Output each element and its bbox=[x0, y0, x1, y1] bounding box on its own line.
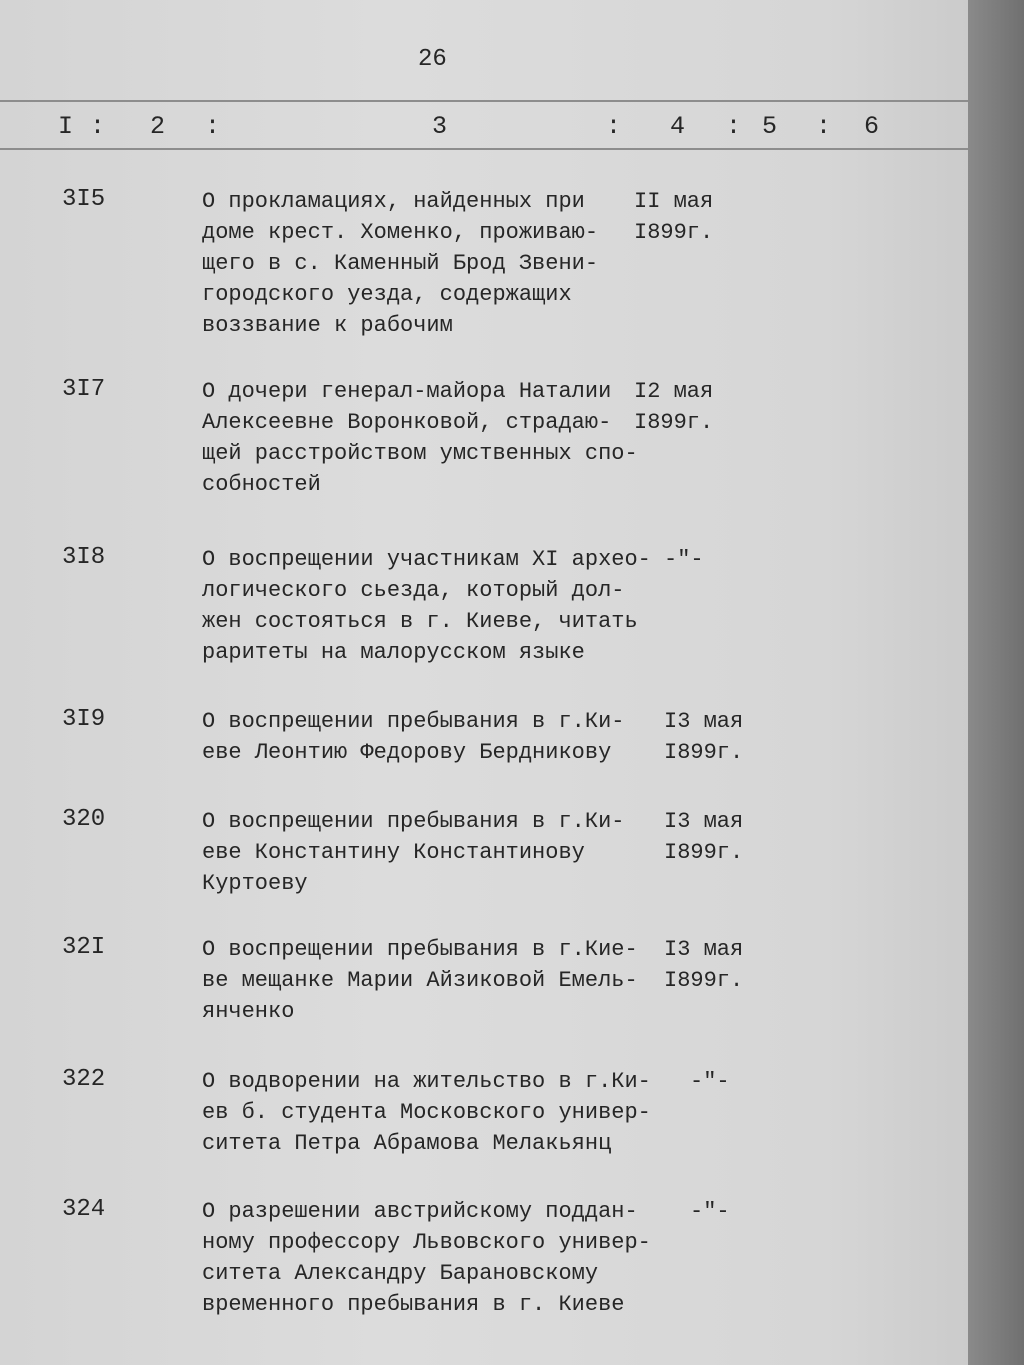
description-line: Куртоеву bbox=[202, 871, 308, 896]
date-line: I899г. bbox=[664, 740, 744, 765]
entry-description bbox=[202, 186, 652, 341]
description-line: О воспрещении пребывания в г.Ки- bbox=[202, 809, 625, 834]
entry-number: 322 bbox=[62, 1066, 106, 1093]
description-line: О воспрещении пребывания в г.Кие- bbox=[202, 937, 638, 962]
date-line: -"- bbox=[690, 1069, 730, 1094]
column-header-3: 3 bbox=[432, 112, 448, 141]
column-separator: : bbox=[816, 112, 832, 141]
header-rule-bottom bbox=[0, 148, 968, 150]
date-line: I2 мая bbox=[634, 379, 714, 404]
header-rule-top bbox=[0, 100, 968, 102]
description-line: еве Леонтию Федорову Бердникову bbox=[202, 740, 612, 765]
description-line: Алексеевне Воронковой, страдаю- bbox=[202, 410, 612, 435]
description-line: ве мещанке Марии Айзиковой Емель- bbox=[202, 968, 638, 993]
column-separator: : bbox=[606, 112, 622, 141]
date-line: II мая bbox=[634, 189, 714, 214]
description-line: раритеты на малорусском языке bbox=[202, 640, 585, 665]
date-line: I899г. bbox=[634, 220, 714, 245]
description-line: О водворении на жительство в г.Ки- bbox=[202, 1069, 651, 1094]
column-header-4: 4 bbox=[670, 112, 686, 141]
description-line: воззвание к рабочим bbox=[202, 313, 453, 338]
date-line: I899г. bbox=[664, 840, 744, 865]
date-line: I3 мая bbox=[664, 709, 744, 734]
entry-number: 324 bbox=[62, 1196, 106, 1223]
date-line: I3 мая bbox=[664, 937, 744, 962]
page-edge-shadow bbox=[968, 0, 1024, 1365]
column-separator: : bbox=[205, 112, 221, 141]
column-header-1: I bbox=[58, 112, 74, 141]
column-header-2: 2 bbox=[150, 112, 166, 141]
description-line: ному профессору Львовского универ- bbox=[202, 1230, 651, 1255]
description-line: ситета Александру Барановскому bbox=[202, 1261, 599, 1286]
date-line: I3 мая bbox=[664, 809, 744, 834]
entry-description bbox=[202, 1196, 652, 1320]
description-line: О прокламациях, найденных при bbox=[202, 189, 585, 214]
entry-number: 3I7 bbox=[62, 376, 106, 403]
entry-description bbox=[202, 376, 652, 500]
description-line: городского уезда, содержащих bbox=[202, 282, 572, 307]
entry-date bbox=[634, 376, 713, 438]
date-line: -"- bbox=[690, 1199, 730, 1224]
column-header-5: 5 bbox=[762, 112, 778, 141]
description-line: щего в с. Каменный Брод Звени- bbox=[202, 251, 599, 276]
entry-description bbox=[202, 706, 652, 768]
column-header-6: 6 bbox=[864, 112, 880, 141]
entry-number: 3I9 bbox=[62, 706, 106, 733]
entry-description bbox=[202, 1066, 652, 1159]
entry-date bbox=[664, 806, 743, 868]
description-line: жен состояться в г. Киеве, читать bbox=[202, 609, 638, 634]
description-line: О дочери генерал-майора Наталии bbox=[202, 379, 612, 404]
description-line: щей расстройством умственных спо- bbox=[202, 441, 638, 466]
entry-date bbox=[690, 1196, 730, 1227]
description-line: доме крест. Хоменко, проживаю- bbox=[202, 220, 599, 245]
entry-number: 3I5 bbox=[62, 186, 106, 213]
description-line: ев б. студента Московского универ- bbox=[202, 1100, 651, 1125]
description-line: янченко bbox=[202, 999, 295, 1024]
description-line: временного пребывания в г. Киеве bbox=[202, 1292, 625, 1317]
entry-number: 32I bbox=[62, 934, 106, 961]
entry-date bbox=[634, 186, 713, 248]
description-line: собностей bbox=[202, 472, 321, 497]
entry-date bbox=[690, 1066, 730, 1097]
entry-description bbox=[202, 934, 652, 1027]
date-line: I899г. bbox=[634, 410, 714, 435]
date-line: -"- bbox=[664, 547, 704, 572]
description-line: О разрешении австрийскому поддан- bbox=[202, 1199, 638, 1224]
description-line: логического сьезда, который дол- bbox=[202, 578, 625, 603]
entry-description bbox=[202, 806, 652, 899]
entry-number: 320 bbox=[62, 806, 106, 833]
entry-date bbox=[664, 544, 704, 575]
description-line: О воспрещении пребывания в г.Ки- bbox=[202, 709, 625, 734]
description-line: еве Константину Константинову bbox=[202, 840, 585, 865]
description-line: ситета Петра Абрамова Мелакьянц bbox=[202, 1131, 612, 1156]
column-separator: : bbox=[726, 112, 742, 141]
column-separator: : bbox=[90, 112, 106, 141]
description-line: О воспрещении участникам XI архео- bbox=[202, 547, 651, 572]
entry-number: 3I8 bbox=[62, 544, 106, 571]
date-line: I899г. bbox=[664, 968, 744, 993]
entry-date bbox=[664, 706, 743, 768]
entry-date bbox=[664, 934, 743, 996]
page-number: 26 bbox=[418, 46, 447, 73]
entry-description bbox=[202, 544, 652, 668]
